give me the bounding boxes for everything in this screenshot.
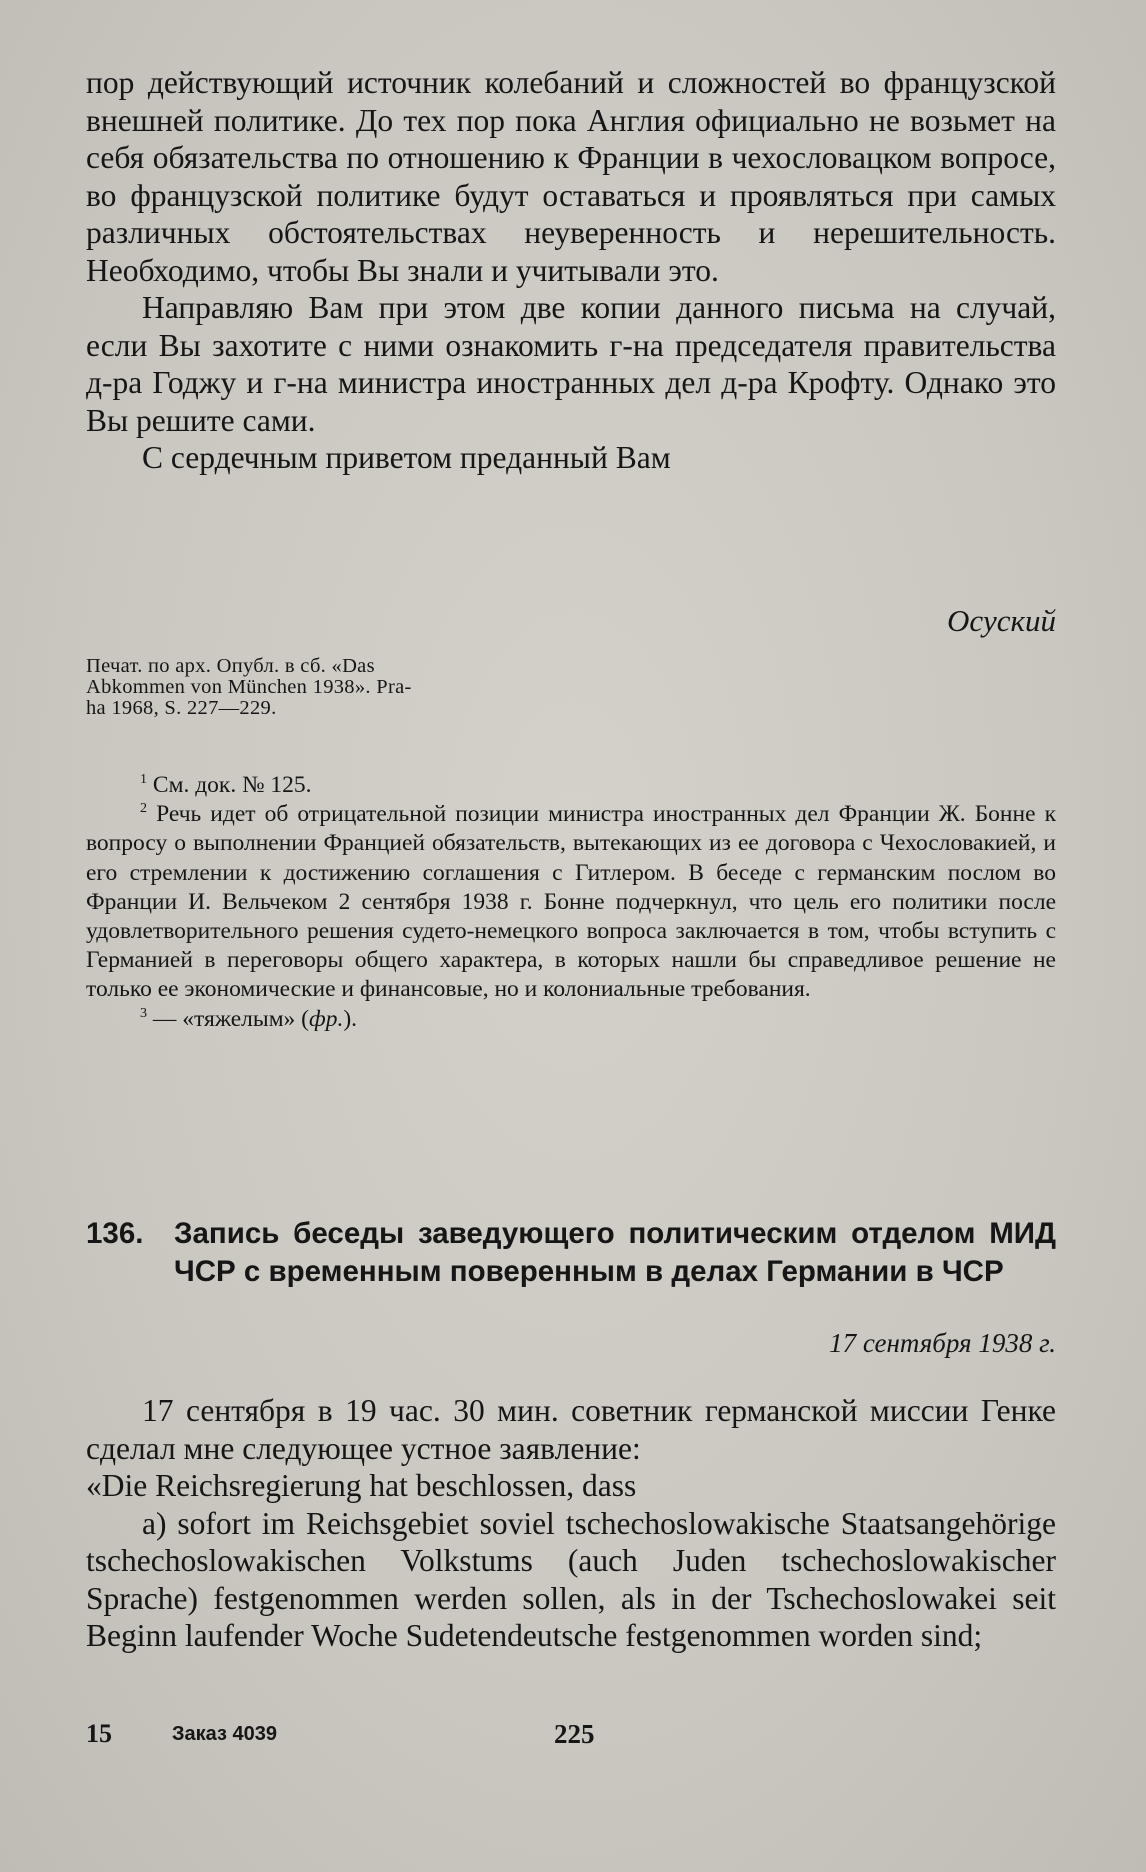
signature-number: 15 — [86, 1719, 112, 1748]
letter-body — [86, 64, 1056, 477]
footnotes — [86, 771, 1056, 1034]
document-title: Запись беседы заведующего политическим отделом МИД ЧСР с временным поверенным в делах Германии в ЧСР — [174, 1217, 1056, 1288]
document-number: 136. — [86, 1217, 144, 1250]
print-order: Заказ 4039 — [172, 1723, 278, 1745]
page-number: 225 — [554, 1719, 595, 1749]
letter-paragraph: пор действующий источник колебаний и сложностей во французской внешней политике. До тех пор пока Англия официально не возьмет на себя обязательства по отношению к Франции в чехословацком вопросе, во французской политике будут оставаться и проявляться при самых различных обстоятельствах неуверенность и нерешительность. Необходимо, чтобы Вы знали и учитывали это. — [86, 65, 1056, 288]
letter-closing: С сердечным приветом преданный Вам — [142, 440, 671, 475]
footnote-marker: 1 — [140, 771, 148, 788]
source-line: Abkommen von München 1938». Pra- — [86, 676, 412, 698]
document-heading — [86, 1215, 1056, 1291]
footnote-3 — [86, 1005, 1056, 1034]
footnote-2 — [86, 800, 1056, 1004]
document-body — [86, 1392, 1056, 1655]
letter-paragraph: Направляю Вам при этом две копии данного письма на случай, если Вы захотите с ними ознакомить г-на председателя правительства д-ра Годжу и г-на министра иностранных дел д-ра Крофту. Однако это Вы решите сами. — [86, 290, 1056, 438]
footnote-text: См. док. № 125. — [147, 772, 312, 798]
page-footer — [86, 1719, 1056, 1749]
source-line: ha 1968, S. 227—229. — [86, 697, 277, 719]
letter-signature: Осуский — [947, 603, 1056, 638]
archive-source-note — [86, 656, 1056, 719]
footnote-marker: 2 — [140, 800, 148, 817]
source-line: Печат. по арх. Опубл. в сб. «Das — [86, 655, 375, 677]
footnote-language-abbr: фр. — [309, 1005, 344, 1032]
document-paragraph: 17 сентября в 19 час. 30 мин. советник германской миссии Генке сделал мне следующее устное заявление: — [86, 1393, 1056, 1466]
footnote-1 — [86, 771, 1056, 800]
quote-paragraph: a) sofort im Reichsgebiet soviel tschechoslowakische Staatsangehörige tschechoslowakischen Volkstums (auch Juden tschechoslowakischer Sprache) festgenommen werden sollen, als in der Tschechoslowakei seit Beginn laufender Woche Sudetendeutsche festgenommen worden sind; — [86, 1505, 1056, 1653]
quote-opening: «Die Reichsregierung hat beschlossen, dass — [86, 1468, 637, 1503]
footnote-text: — «тяжелым» ( — [147, 1005, 310, 1032]
footnote-text-end: ). — [343, 1005, 358, 1032]
footnote-marker: 3 — [140, 1004, 148, 1021]
document-date: 17 сентября 1938 г. — [829, 1328, 1056, 1358]
footnote-text: Речь идет об отрицательной позиции министра иностранных дел Франции Ж. Бонне к вопросу о выполнении Францией обязательств, вытекающих из ее договора с Чехословакией, и его стремлении к достижению соглашения с Гитлером. В беседе с германским послом во Франции И. Вельчеком 2 сентября 1938 г. Бонне подчеркнул, что цель его политики после удовлетворительного решения судето-немецкого вопроса заключается в том, чтобы вступить с Германией в переговоры общего характера, в которых нашли бы справедливое решение не только ее экономические и финансовые, но и колониальные требования. — [86, 801, 1056, 1003]
